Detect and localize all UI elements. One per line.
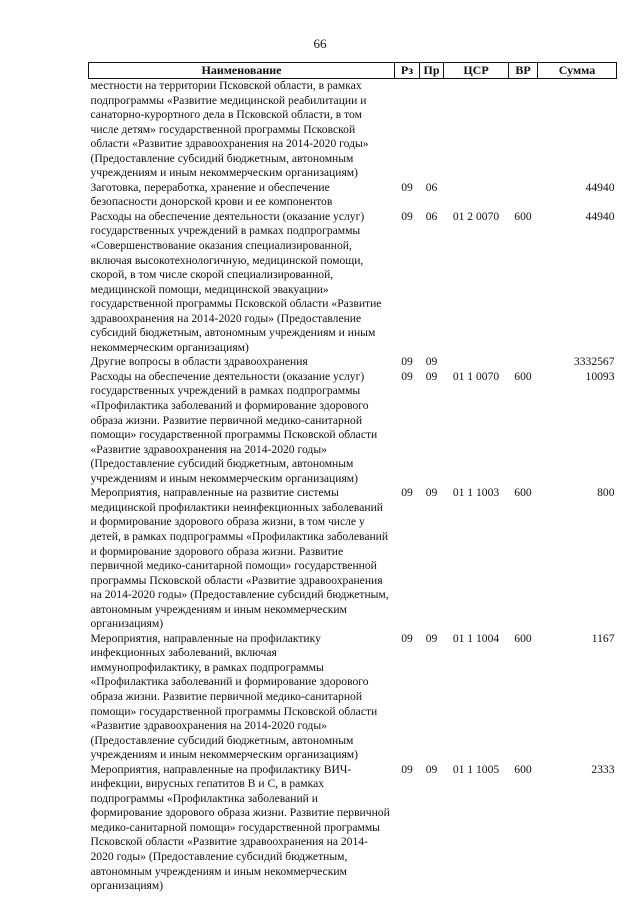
row-vr: 600 [514, 631, 532, 645]
row-pr: 06 [425, 209, 438, 223]
row-rz: 09 [401, 369, 413, 383]
row-csr [444, 355, 509, 370]
row-sum: 44940 [585, 180, 615, 194]
row-csr: 01 1 1004 [452, 631, 500, 645]
row-sum: 1167 [591, 631, 615, 645]
table-row [89, 486, 617, 631]
row-sum: 800 [597, 486, 615, 500]
budget-table [88, 62, 617, 894]
row-vr: 600 [514, 486, 532, 500]
row-vr [509, 79, 538, 181]
row-sum: 2333 [591, 762, 615, 776]
row-vr [509, 355, 538, 370]
row-vr: 600 [514, 209, 532, 223]
row-sum: 10093 [585, 369, 615, 383]
row-pr [420, 79, 444, 181]
row-rz: 09 [401, 631, 413, 645]
header-row [89, 63, 617, 79]
row-rz: 09 [401, 180, 413, 194]
row-rz: 09 [401, 486, 413, 500]
table-row [89, 370, 617, 486]
header-name: Наименование [89, 63, 395, 79]
table-row [89, 632, 617, 763]
row-name: Заготовка, переработка, хранение и обеспечение безопасности донорской крови и ее компонентов [90, 180, 333, 209]
row-vr: 600 [514, 762, 532, 776]
row-csr [444, 181, 509, 210]
row-csr: 01 1 1003 [452, 486, 500, 500]
table-row [89, 210, 617, 355]
header-sum: Сумма [538, 63, 617, 79]
page-number: 66 [313, 36, 327, 51]
row-sum: 3332567 [573, 355, 615, 369]
row-pr: 09 [425, 486, 438, 500]
row-name: Расходы на обеспечение деятельности (оказание услуг) государственных учреждений в рамках подпрограммы «Профилактика заболеваний и формирование здорового образа жизни. Развитие первичной медико-санитарной помощи» государственной программы Псковской области «Развитие здравоохранения на 2014-2020 годы» (Предоставление субсидий бюджетным, автономным учреждениям и иным некоммерческим организациям) [90, 369, 378, 485]
row-name: Мероприятия, направленные на профилактику инфекционных заболеваний, включая иммунопрофилактику, в рамках подпрограммы «Профилактика заболеваний и формирование здорового образа жизни. Развитие первичной медико-санитарной помощи» государственной программы Псковской области «Развитие здравоохранения на 2014-2020 годы» (Предоставление субсидий бюджетным, автономным учреждениям и иным некоммерческим организациям) [90, 631, 378, 762]
row-pr: 09 [425, 631, 438, 645]
row-rz: 09 [401, 355, 413, 369]
row-sum: 44940 [585, 209, 615, 223]
table-row [89, 181, 617, 210]
table-row [89, 763, 617, 894]
row-name: местности на территории Псковской области, в рамках подпрограммы «Развитие медицинской реабилитации и санаторно-курортного дела в Псковской области, в том числе детям» государственной программы Псковской области «Развитие здравоохранения на 2014-2020 годы» (Предоставление субсидий бюджетным, автономным учреждениям и иным некоммерческим организациям) [90, 79, 369, 180]
row-csr: 01 2 0070 [452, 209, 500, 223]
row-csr [444, 79, 509, 181]
row-sum [538, 79, 617, 181]
row-vr: 600 [514, 369, 532, 383]
table-body [89, 79, 617, 894]
header-vr: ВР [509, 63, 538, 79]
row-vr [509, 181, 538, 210]
table-header [89, 63, 617, 79]
header-rz: Рз [395, 63, 420, 79]
table-row [89, 79, 617, 181]
row-pr: 09 [425, 762, 438, 776]
row-rz: 09 [401, 209, 413, 223]
row-name: Мероприятия, направленные на профилактику ВИЧ-инфекции, вирусных гепатитов В и С, в рамках подпрограммы «Профилактика заболеваний и формирование здорового образа жизни. Развитие первичной медико-санитарной помощи» государственной программы Псковской области «Развитие здравоохранения на 2014-2020 годы» (Предоставление субсидий бюджетным, автономным учреждениям и иным некоммерческим организациям) [90, 762, 390, 893]
row-rz: 09 [401, 762, 413, 776]
header-csr: ЦСР [444, 63, 509, 79]
row-name: Другие вопросы в области здравоохранения [90, 355, 308, 369]
row-pr: 09 [425, 355, 438, 369]
table-row [89, 355, 617, 370]
header-pr: Пр [420, 63, 444, 79]
row-pr: 09 [425, 369, 438, 383]
row-name: Расходы на обеспечение деятельности (оказание услуг) государственных учреждений в рамках подпрограммы «Совершенствование оказания специализированной, включая высокотехнологичную, медицинской помощи, скорой, в том числе скорой специализированной, медицинской помощи, медицинской эвакуации» государственной программы Псковской области «Развитие здравоохранения на 2014-2020 годы» (Предоставление субсидий бюджетным, автономным учреждениям и иным некоммерческим организациям) [90, 209, 382, 354]
row-name: Мероприятия, направленные на развитие системы медицинской профилактики неинфекционных заболеваний и формирование здорового образа жизни, в том числе у детей, в рамках подпрограммы «Профилактика заболеваний и формирование здорового образа жизни. Развитие первичной медико-санитарной помощи» государственной программы Псковской области «Развитие здравоохранения на 2014-2020 годы» (Предоставление субсидий бюджетным, автономным учреждениям и иным некоммерческим организациям) [90, 486, 389, 631]
row-pr: 06 [425, 180, 438, 194]
row-rz [395, 79, 420, 181]
row-csr: 01 1 0070 [452, 369, 500, 383]
row-csr: 01 1 1005 [452, 762, 500, 776]
